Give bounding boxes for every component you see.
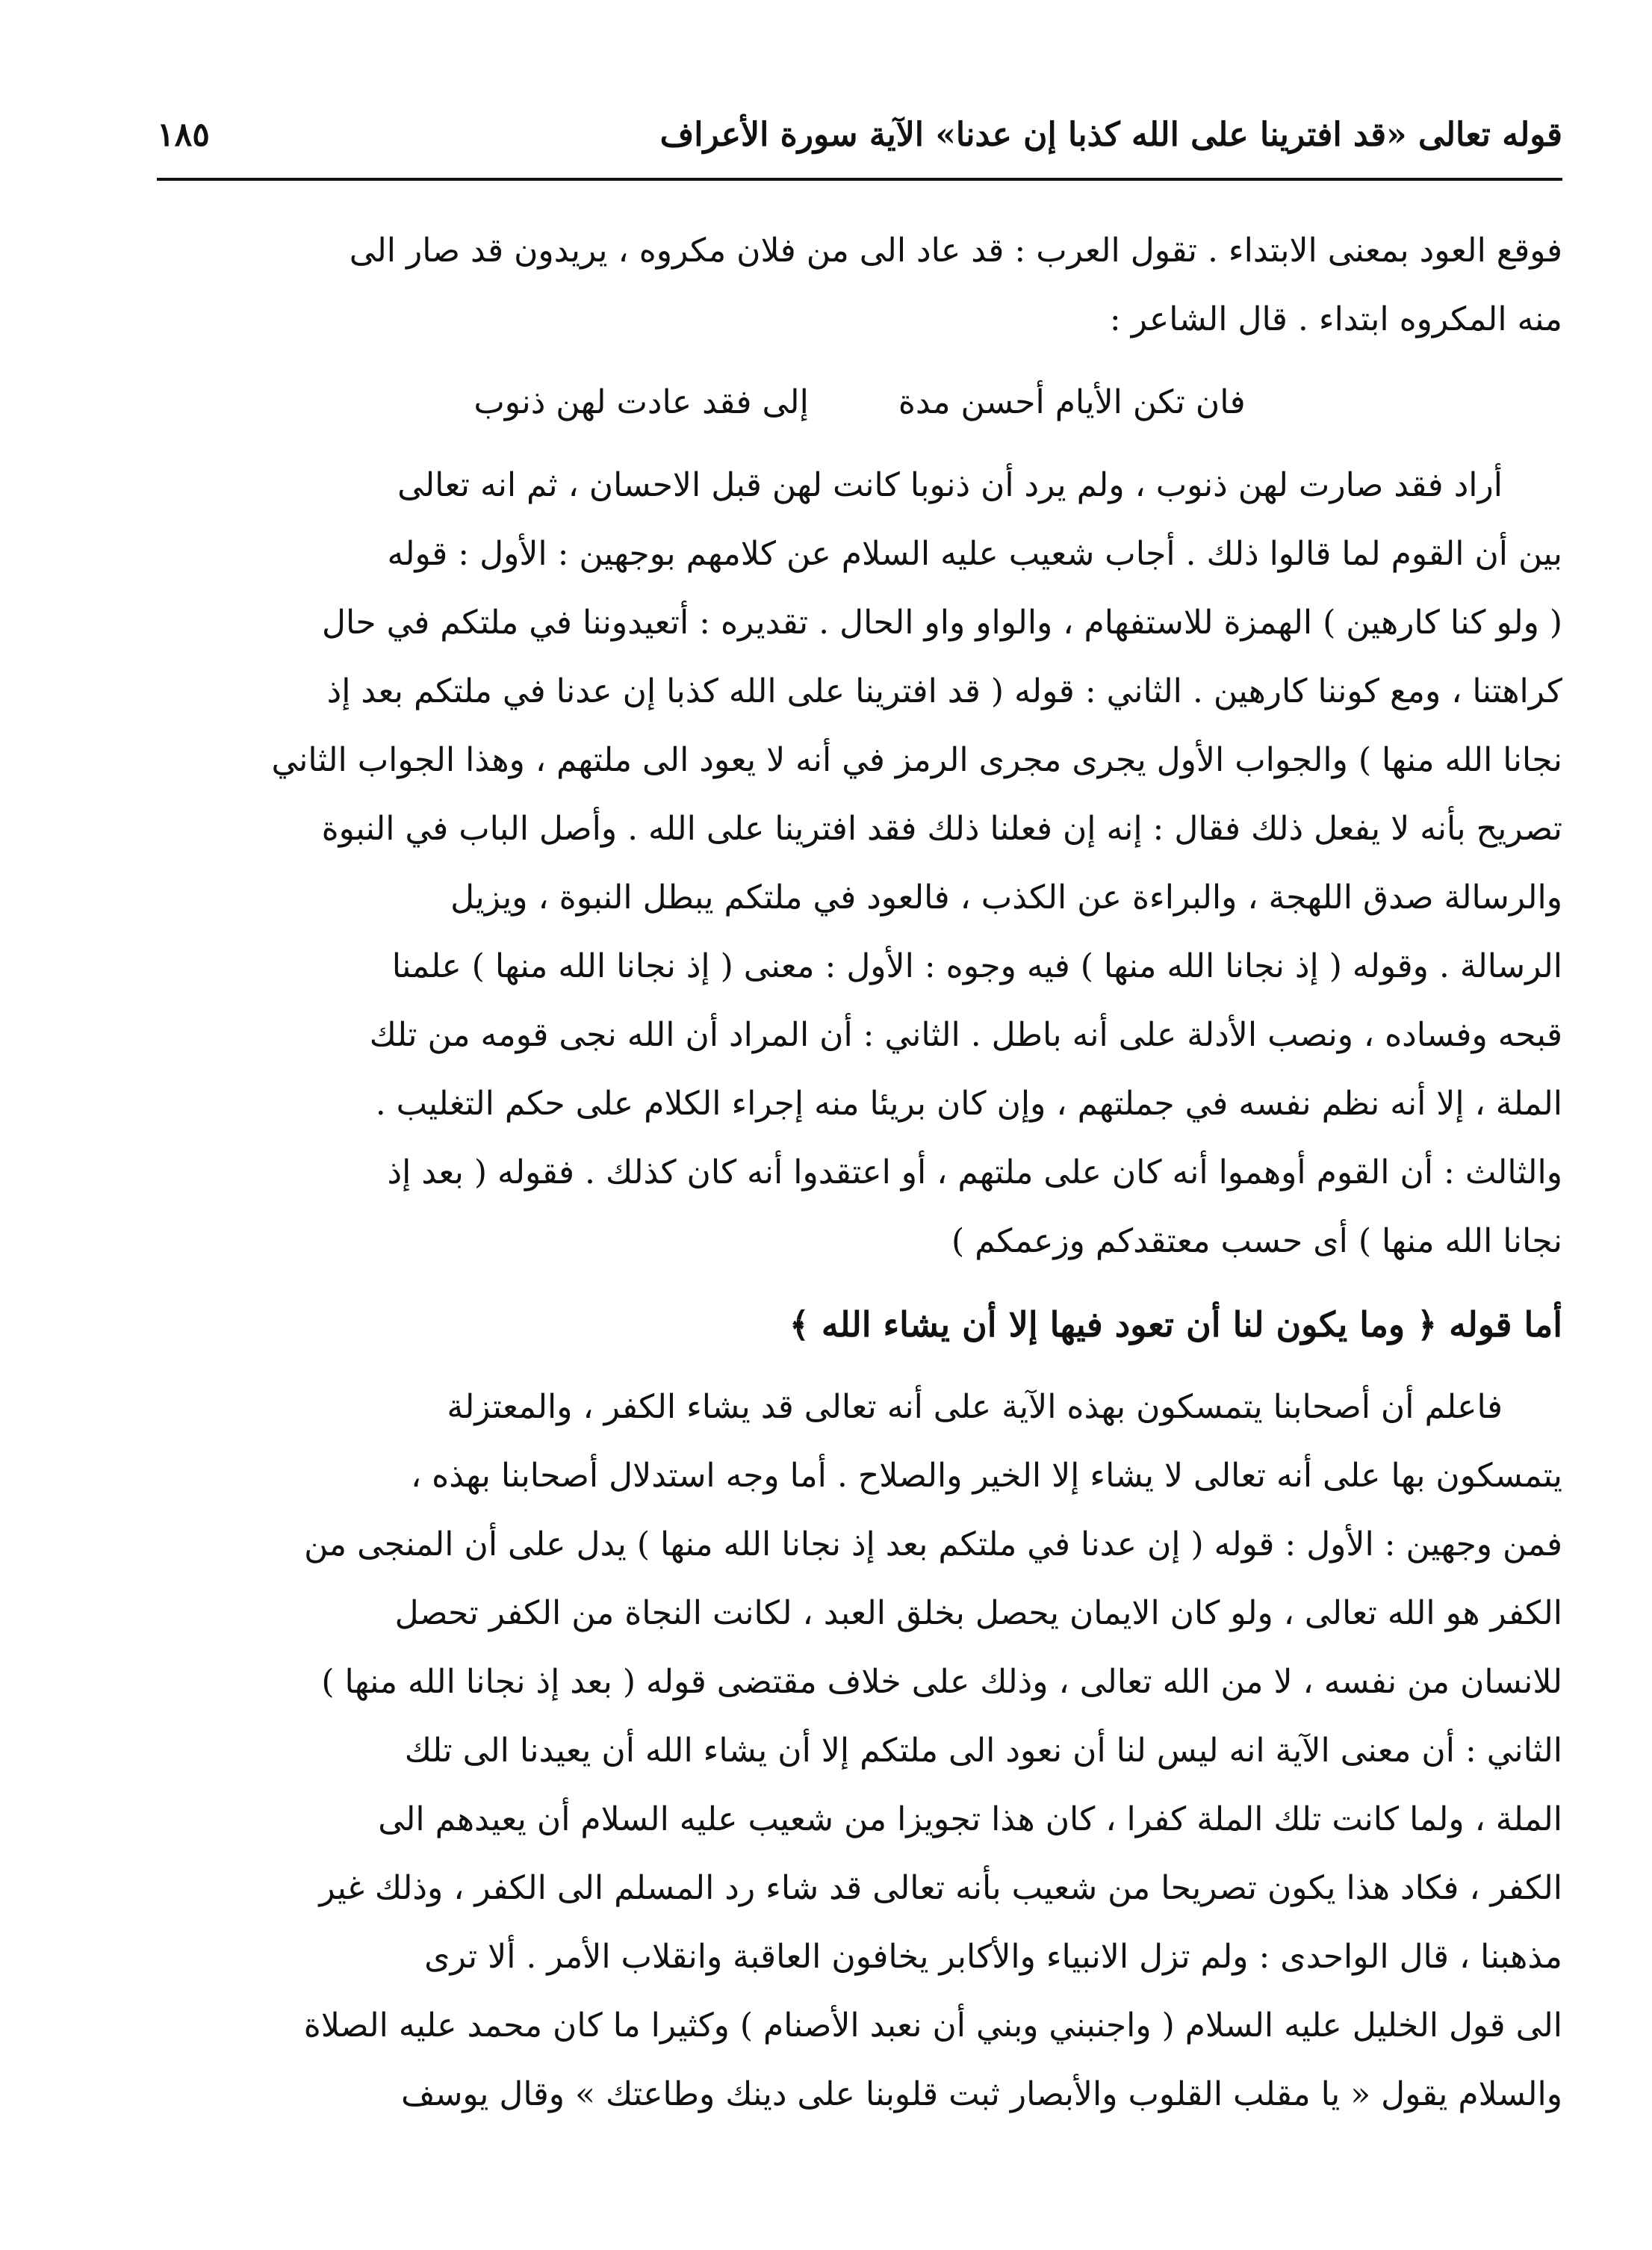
text-line: الملة ، إلا أنه نظم نفسه في جملتهم ، وإن كان بريئا منه إجراء الكلام على حكم التغليب . (375, 1085, 1562, 1123)
text-line: قبحه وفساده ، ونصب الأدلة على أنه باطل . الثاني : أن المراد أن الله نجى قومه من تلك (369, 1016, 1562, 1054)
text-line: والرسالة صدق اللهجة ، والبراءة عن الكذب ، فالعود في ملتكم يبطل النبوة ، ويزيل (450, 878, 1562, 917)
poetry-verse (157, 354, 1562, 451)
text-line: الى قول الخليل عليه السلام ( واجنبني وبني أن نعبد الأصنام ) وكثيرا ما كان محمد عليه الصلاة (303, 2006, 1562, 2045)
text-line: منه المكروه ابتداء . قال الشاعر : (1109, 300, 1562, 338)
text-line: الثاني : أن معنى الآية انه ليس لنا أن نعود الى ملتكم إلا أن يشاء الله أن يعيدنا الى تلك (404, 1732, 1562, 1770)
verse-hemistich: فان تكن الأيام أحسن مدة (898, 383, 1246, 421)
page-number: ١٨٥ (157, 115, 210, 154)
text-line: الملة ، ولما كانت تلك الملة كفرا ، كان هذا تجويزا من شعيب عليه السلام أن يعيدهم الى (378, 1800, 1562, 1838)
text-line: فاعلم أن أصحابنا يتمسكون بهذه الآية على أنه تعالى قد يشاء الكفر ، والمعتزلة (447, 1388, 1503, 1426)
page-header (157, 101, 1562, 168)
text-line: تصريح بأنه لا يفعل ذلك فقال : إنه إن فعلنا ذلك فقد افترينا على الله . وأصل الباب في النبوة (321, 810, 1562, 848)
header-rule (157, 178, 1562, 181)
text-line: الكفر هو الله تعالى ، ولو كان الايمان يحصل بخلق العبد ، لكانت النجاة من الكفر تحصل (394, 1594, 1562, 1632)
text-line: نجانا الله منها ) أى حسب معتقدكم وزعمكم ) (951, 1222, 1562, 1260)
text-line: الكفر ، فكاد هذا يكون تصريحا من شعيب بأنه تعالى قد شاء رد المسلم الى الكفر ، وذلك غير (319, 1869, 1562, 1907)
running-title: قوله تعالى «قد افترينا على الله كذبا إن عدنا» الآية سورة الأعراف (659, 115, 1562, 154)
text-line: للانسان من نفسه ، لا من الله تعالى ، وذلك على خلاف مقتضى قوله ( بعد إذ نجانا الله منها ) (321, 1663, 1562, 1701)
text-line: يتمسكون بها على أنه تعالى لا يشاء إلا الخير والصلاح . أما وجه استدلال أصحابنا بهذه ، (410, 1457, 1562, 1495)
section-heading: أما قوله ﴿ وما يكون لنا أن تعود فيها إلا أن يشاء الله ﴾ (789, 1304, 1562, 1345)
text-line: بين أن القوم لما قالوا ذلك . أجاب شعيب عليه السلام عن كلامهم بوجهين : الأول : قوله (387, 535, 1562, 573)
text-line: والسلام يقول « يا مقلب القلوب والأبصار ثبت قلوبنا على دينك وطاعتك » وقال يوسف (401, 2075, 1562, 2113)
text-line: مذهبنا ، قال الواحدى : ولم تزل الانبياء والأكابر يخافون العاقبة وانقلاب الأمر . ألا ترى (424, 1938, 1562, 1976)
text-line: الرسالة . وقوله ( إذ نجانا الله منها ) فيه وجوه : الأول : معنى ( إذ نجانا الله منها ) علمنا (391, 947, 1562, 985)
text-line: ( ولو كنا كارهين ) الهمزة للاستفهام ، والواو واو الحال . تقديره : أتعيدوننا في ملتكم في حال (322, 604, 1562, 642)
text-line: فوقع العود بمعنى الابتداء . تقول العرب : قد عاد الى من فلان مكروه ، يريدون قد صار الى (349, 232, 1562, 270)
page-body (157, 217, 1562, 2129)
text-line: نجانا الله منها ) والجواب الأول يجرى مجرى الرمز في أنه لا يعود الى ملتهم ، وهذا الجواب الثاني (271, 741, 1562, 779)
text-line: والثالث : أن القوم أوهموا أنه كان على ملتهم ، أو اعتقدوا أنه كان كذلك . فقوله ( بعد إذ (387, 1153, 1562, 1191)
text-line: فمن وجهين : الأول : قوله ( إن عدنا في ملتكم بعد إذ نجانا الله منها ) يدل على أن المنجى من (304, 1525, 1562, 1563)
text-line: كراهتنا ، ومع كوننا كارهين . الثاني : قوله ( قد افترينا على الله كذبا إن عدنا في ملتكم بعد إذ (326, 672, 1562, 710)
text-line: أراد فقد صارت لهن ذنوب ، ولم يرد أن ذنوبا كانت لهن قبل الاحسان ، ثم انه تعالى (397, 466, 1503, 504)
verse-hemistich: إلى فقد عادت لهن ذنوب (473, 383, 809, 421)
